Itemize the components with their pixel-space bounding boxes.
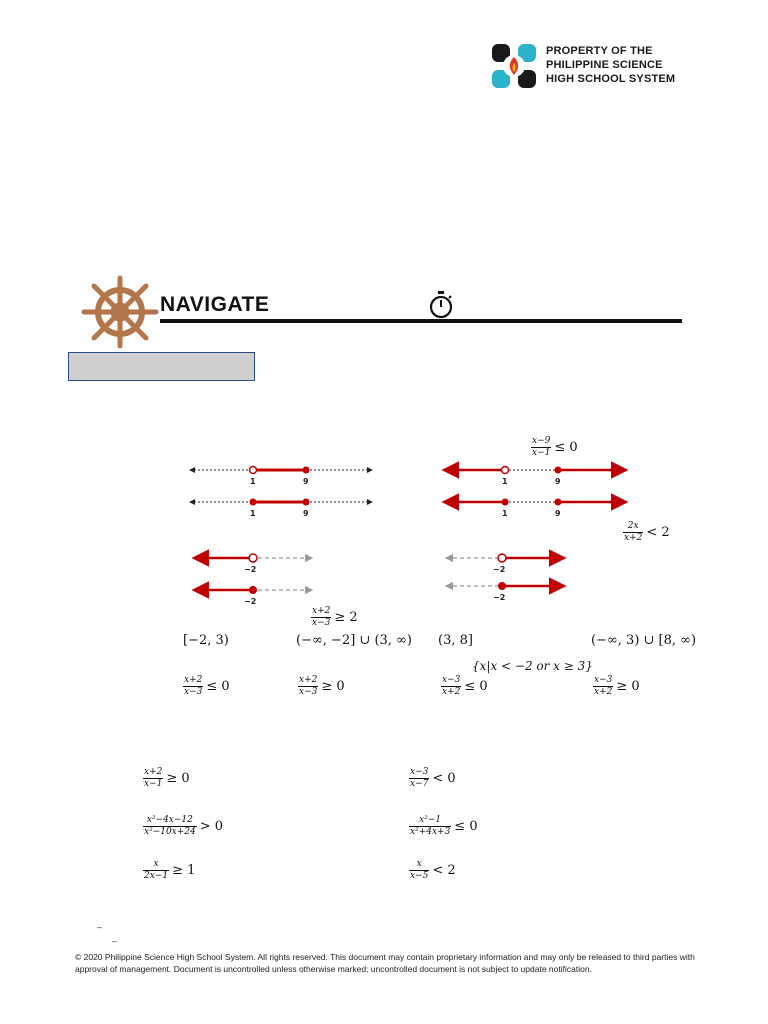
tick-label: −2 [493,565,506,574]
fraction-denominator: x−5 [410,871,429,881]
inequality-relation: < 2 [432,863,456,878]
inequality-relation: ≤ 0 [464,679,488,694]
inequality-mid [623,521,670,544]
pshs-logo [490,42,538,90]
tick-label: −2 [244,597,257,606]
tick-label: 1 [502,509,508,518]
fraction-denominator: 2x−1 [144,871,169,881]
fraction-numerator: x²−4x−12 [146,815,193,825]
number-line-6 [194,586,312,606]
fraction-numerator: x+2 [144,767,163,777]
exercise-right-1 [409,767,456,790]
fraction-denominator: x+2 [442,687,461,697]
exercise-right-3 [409,859,456,882]
inequality-relation: < 0 [432,771,456,786]
fraction-numerator: x+2 [299,675,318,685]
interval-4: (−∞, 3) ∪ [8, ∞) [591,633,697,648]
number-lines-right [440,460,640,610]
copyright-notice: © 2020 Philippine Science High School System. All rights reserved. This document may contain proprietary information and may only be released to third parties with approval of management. Document is uncontrolled unless otherwise marked; uncontrolled document is not subject to update notification. [75,952,695,974]
interval-2: (−∞, −2] ∪ (3, ∞) [296,633,412,648]
exercise-right-2 [409,815,478,838]
fraction-denominator: x−1 [144,779,163,789]
exercise-left-3 [143,859,195,882]
number-line-3 [444,467,626,487]
inequality-relation: ≥ 0 [616,679,640,694]
fraction-numerator: x [153,859,159,869]
fraction-numerator: x+2 [184,675,203,685]
inequality-row-2 [298,675,345,698]
footer-dash-2: – [112,936,117,946]
number-line-1 [190,467,372,487]
inequality-relation: ≤ 0 [206,679,230,694]
tick-label: −2 [493,593,506,602]
fraction-denominator: x+2 [594,687,613,697]
number-line-2 [190,499,372,519]
inequality-relation: ≥ 2 [334,610,358,625]
title-rule [160,319,682,323]
logo-line-2: PHILIPPINE SCIENCE [546,59,663,71]
fraction-denominator: x−7 [410,779,429,789]
inequality-relation: > 0 [199,819,224,834]
number-line-4 [444,499,626,519]
logo-text [546,44,675,86]
inequality-relation: ≥ 0 [321,679,345,694]
inequality-row-4 [593,675,640,698]
number-line-7 [446,554,564,574]
fraction-numerator: x−3 [442,675,461,685]
tick-label: 9 [303,509,309,518]
set-builder: {x|x < −2 or x ≥ 3} [472,659,593,673]
fraction-numerator: x [416,859,422,869]
number-line-8 [446,582,564,602]
inequality-low [311,606,358,629]
fraction-numerator: x−9 [532,436,551,446]
fraction-numerator: x−3 [410,767,429,777]
fraction-denominator: x²−10x+24 [144,827,196,837]
fraction-denominator: x−3 [299,687,318,697]
tick-label: 9 [555,477,561,486]
exercise-left-1 [143,767,190,790]
tick-label: 1 [250,477,256,486]
fraction-denominator: x−3 [184,687,203,697]
tick-label: −2 [244,565,257,574]
exercise-left-2 [143,815,223,838]
fraction-numerator: x²−1 [419,815,442,825]
pshs-logo-icon [490,42,538,90]
fraction-numerator: x+2 [312,606,331,616]
section-label-box [68,352,255,381]
fraction-denominator: x−1 [532,448,551,458]
fraction-denominator: x−3 [312,618,331,628]
inequality-relation: ≤ 0 [554,440,578,455]
footer-dash-1: – [97,922,102,932]
fraction-numerator: 2x [627,521,639,531]
tick-label: 9 [555,509,561,518]
inequality-relation: ≤ 0 [454,819,478,834]
logo-line-1: PROPERTY OF THE [546,45,653,57]
inequality-top [531,436,578,459]
interval-3: (3, 8] [438,633,473,648]
interval-1: [−2, 3) [183,633,229,648]
stopwatch-icon [428,290,454,320]
number-line-5 [194,554,312,574]
tick-label: 1 [502,477,508,486]
inequality-relation: ≥ 0 [166,771,190,786]
inequality-relation: ≥ 1 [172,863,196,878]
inequality-relation: < 2 [646,525,670,540]
logo-line-3: HIGH SCHOOL SYSTEM [546,73,676,85]
fraction-numerator: x−3 [594,675,613,685]
tick-label: 9 [303,477,309,486]
section-title: NAVIGATE [160,293,270,316]
inequality-row-1 [183,675,230,698]
fraction-denominator: x+2 [624,533,643,543]
inequality-row-3 [441,675,488,698]
tick-label: 1 [250,509,256,518]
number-lines-left [180,460,380,620]
ship-wheel-icon [78,275,162,349]
fraction-denominator: x²+4x+3 [410,827,451,837]
